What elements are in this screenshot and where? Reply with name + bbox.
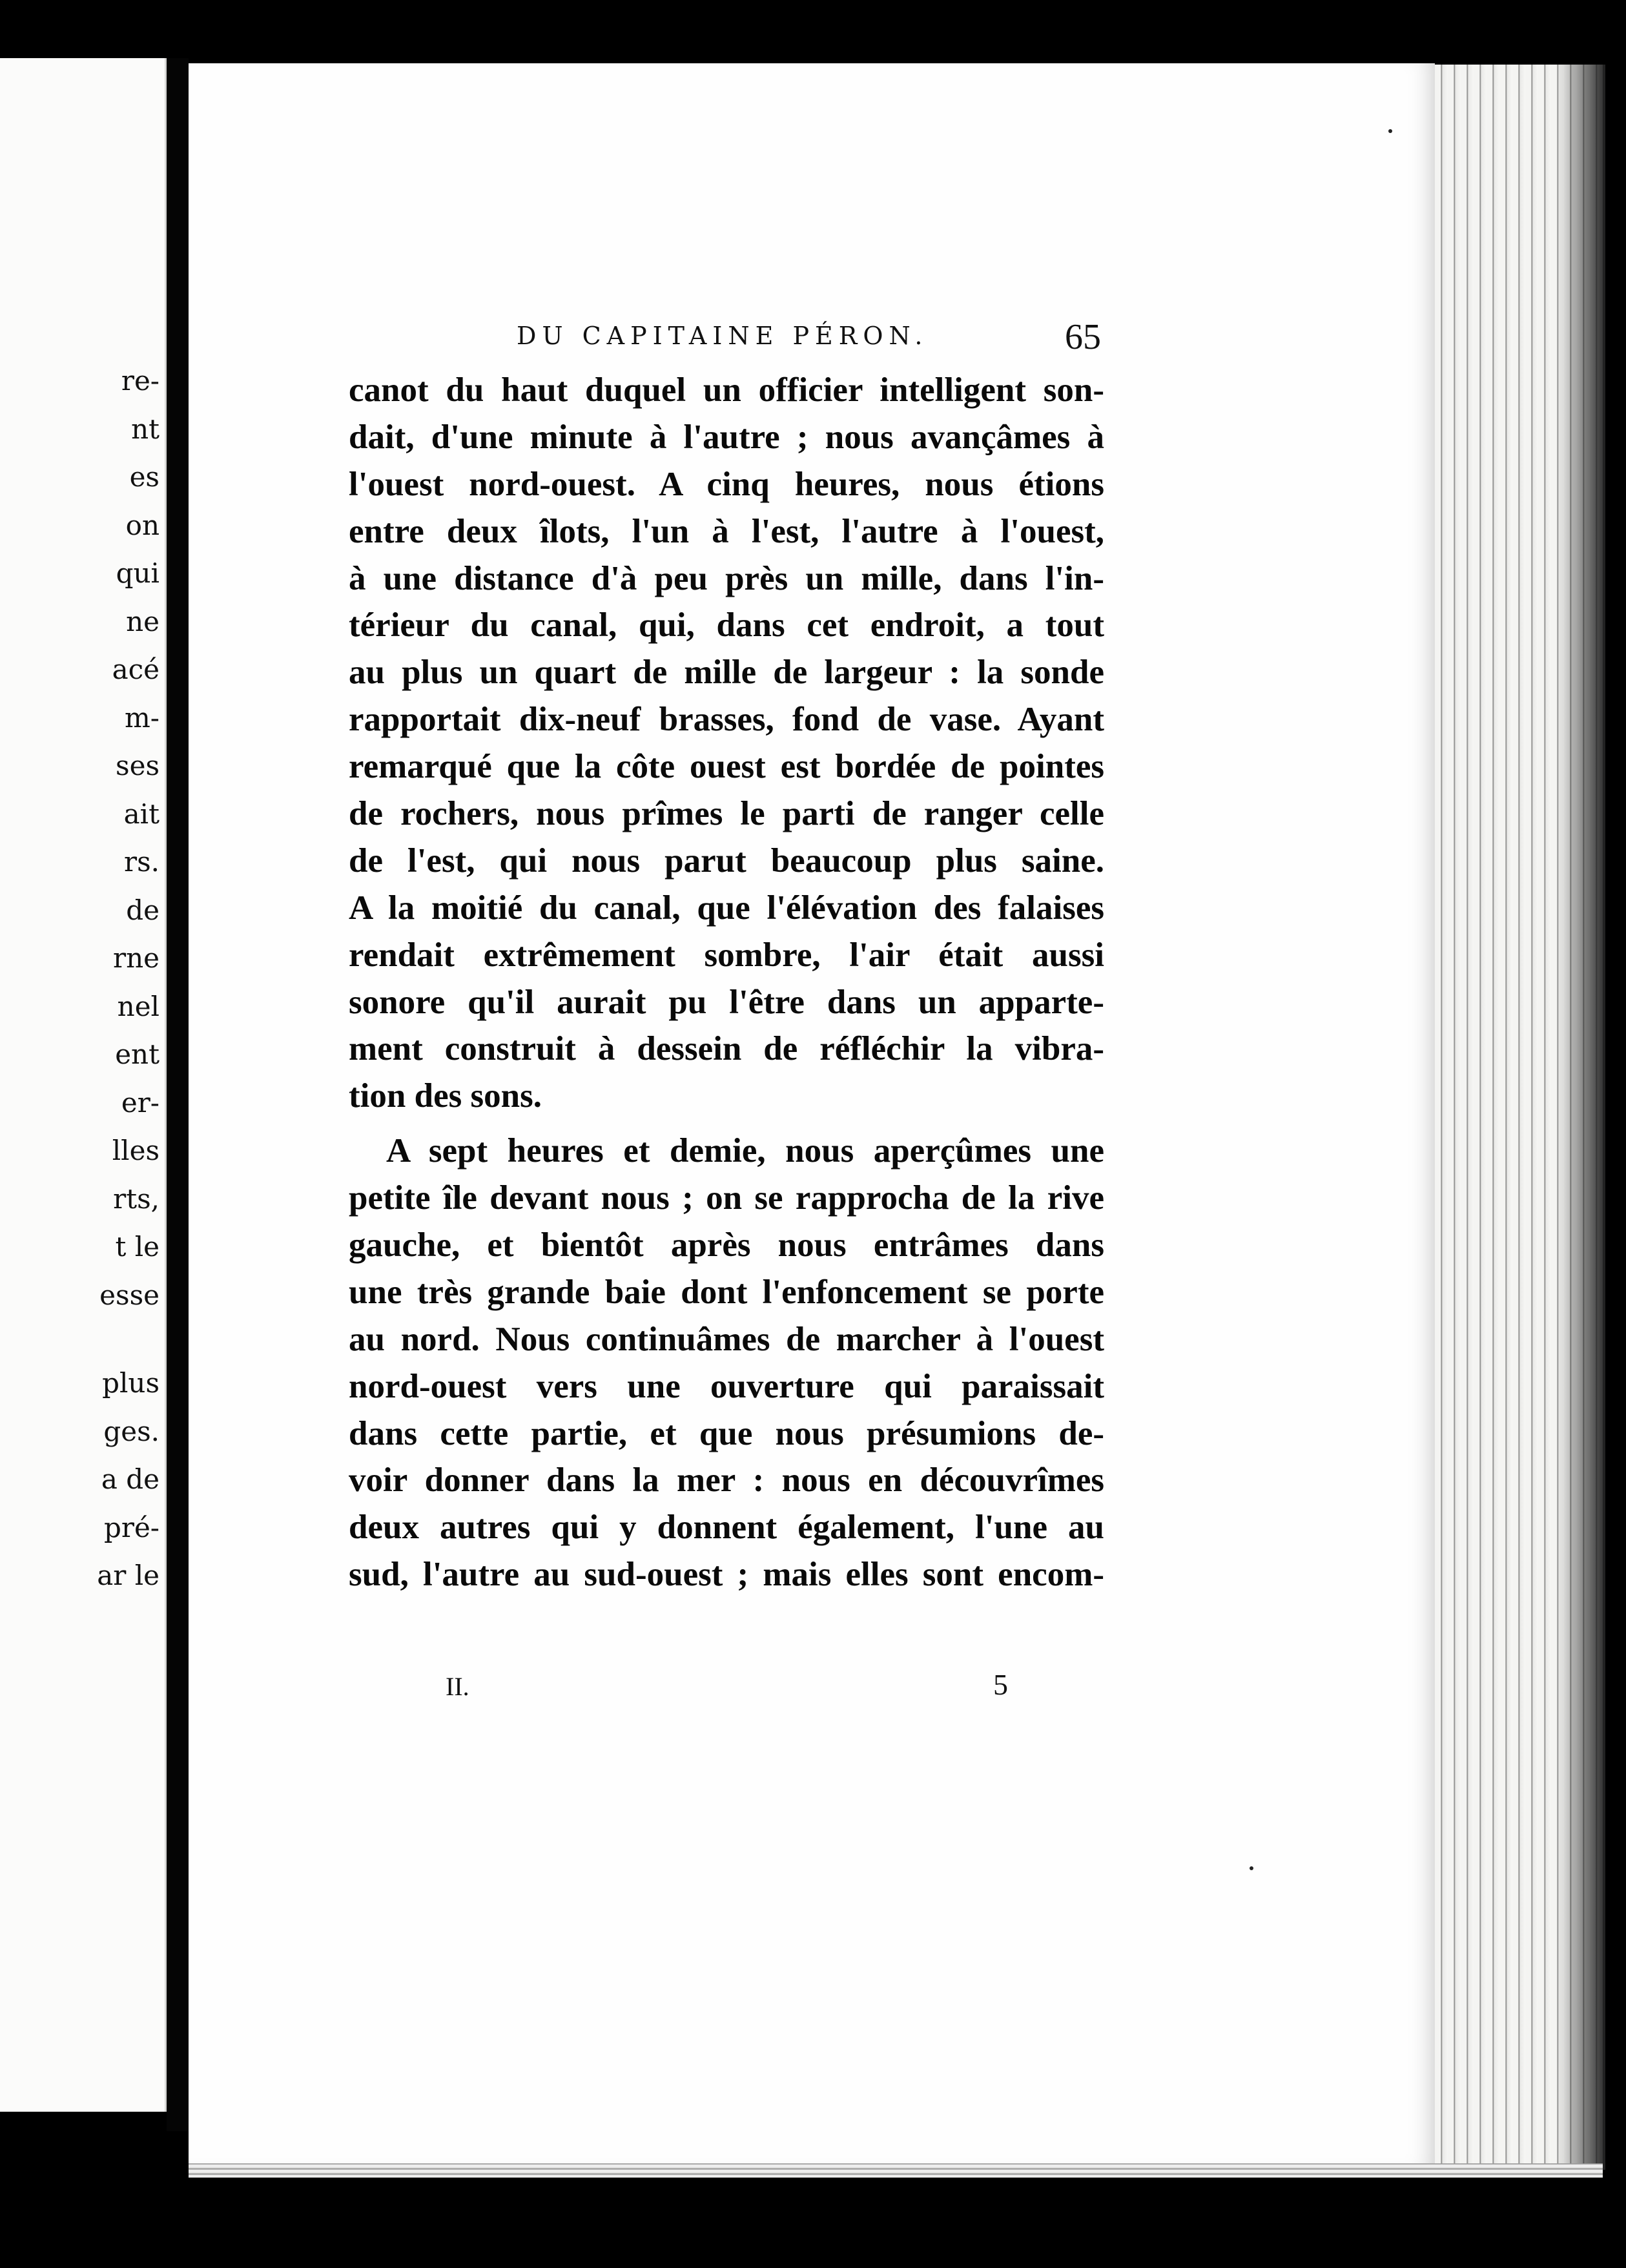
facing-page-text-fragments [0, 58, 165, 2112]
facing-page-fragment: ses [116, 750, 160, 781]
facing-page-fragment: ne [126, 605, 160, 637]
text-line: remarqué que la côte ouest est bordée de pointes [349, 748, 1104, 786]
book-gutter [167, 58, 189, 2131]
text-line: sonore qu'il aurait pu l'être dans un apparte- [349, 983, 1104, 1021]
signature-page-marker: 5 [993, 1668, 1008, 1701]
text-line: à une distance d'à peu près un mille, dans l'in- [349, 559, 1104, 597]
facing-page-fragment: acé [112, 654, 160, 685]
text-line: tion des sons. [349, 1077, 542, 1115]
facing-page-fragment: on [125, 509, 160, 541]
facing-page-fragment: ges. [103, 1415, 160, 1447]
signature-mark: II. [446, 1672, 469, 1701]
facing-page-fragment: er- [121, 1086, 160, 1119]
facing-page-fragment: de [126, 894, 160, 926]
text-line: voir donner dans la mer : nous en découvrîmes [349, 1461, 1104, 1500]
facing-page-fragment: rne [113, 942, 160, 974]
text-line: de l'est, qui nous parut beaucoup plus saine. [349, 841, 1104, 880]
text-line: dans cette partie, et que nous présumions de- [349, 1414, 1104, 1452]
facing-page-fragment: pré- [103, 1511, 160, 1543]
text-line: ment construit à dessein de réfléchir la vibra- [349, 1030, 1104, 1068]
text-line: l'ouest nord-ouest. A cinq heures, nous étions [349, 465, 1104, 503]
facing-page [0, 58, 169, 2112]
facing-page-fragment: es [129, 461, 160, 493]
text-line: dait, d'une minute à l'autre ; nous avançâmes à [349, 418, 1104, 456]
text-line: au nord. Nous continuâmes de marcher à l'ouest [349, 1320, 1104, 1358]
facing-page-fragment: re- [121, 365, 160, 397]
page-number: 65 [1065, 317, 1101, 357]
running-head [352, 316, 1101, 362]
text-line: canot du haut duquel un officier intelligent son- [349, 371, 1104, 409]
facing-page-fragment: esse [99, 1279, 160, 1311]
facing-page-fragment: rts, [113, 1182, 160, 1215]
text-line: entre deux îlots, l'un à l'est, l'autre à l'ouest, [349, 512, 1104, 550]
facing-page-fragment: plus [102, 1367, 160, 1399]
page-bottom-edge [189, 2163, 1603, 2178]
text-line: térieur du canal, qui, dans cet endroit, a tout [349, 606, 1104, 644]
text-line: de rochers, nous prîmes le parti de ranger celle [349, 795, 1104, 833]
text-line: gauche, et bientôt après nous entrâmes dans [349, 1226, 1104, 1264]
dust-speck [1250, 1866, 1253, 1870]
facing-page-fragment: ar le [97, 1560, 160, 1591]
running-title: DU CAPITAINE PÉRON. [517, 322, 929, 350]
dust-speck [1388, 129, 1392, 133]
text-line: rapportait dix-neuf brasses, fond de vase. Ayant [349, 701, 1104, 739]
text-line: petite île devant nous ; on se rapprocha de la rive [349, 1179, 1104, 1217]
text-line: deux autres qui y donnent également, l'une au [349, 1509, 1104, 1547]
paragraph-2 [349, 1128, 1104, 1598]
body-text [349, 367, 1104, 1598]
text-line: rendait extrêmement sombre, l'air était aussi [349, 936, 1104, 974]
text-line: au plus un quart de mille de largeur : la sonde [349, 654, 1104, 692]
text-line: A sept heures et demie, nous aperçûmes une [386, 1132, 1104, 1170]
text-line: une très grande baie dont l'enfoncement se porte [349, 1273, 1104, 1311]
facing-page-fragment: ent [115, 1038, 160, 1070]
facing-page-fragment: ait [123, 798, 160, 830]
facing-page-fragment: rs. [124, 846, 160, 878]
text-line: A la moitié du canal, que l'élévation des falaises [349, 889, 1104, 927]
text-line: sud, l'autre au sud-ouest ; mais elles sont encom- [349, 1556, 1104, 1594]
facing-page-fragment: nt [131, 413, 160, 445]
facing-page-fragment: a de [101, 1463, 160, 1495]
text-line: nord-ouest vers une ouverture qui paraissait [349, 1367, 1104, 1405]
facing-page-fragment: lles [112, 1135, 160, 1166]
fore-edge-shadow [1558, 65, 1603, 2170]
paragraph-1 [349, 367, 1104, 1120]
paragraph-gap [349, 1120, 1104, 1128]
facing-page-fragment: t le [115, 1231, 160, 1263]
facing-page-fragment: nel [117, 990, 160, 1022]
facing-page-fragment: m- [124, 701, 160, 734]
page-fore-edge [1435, 65, 1605, 2170]
facing-page-fragment: qui [116, 557, 160, 589]
